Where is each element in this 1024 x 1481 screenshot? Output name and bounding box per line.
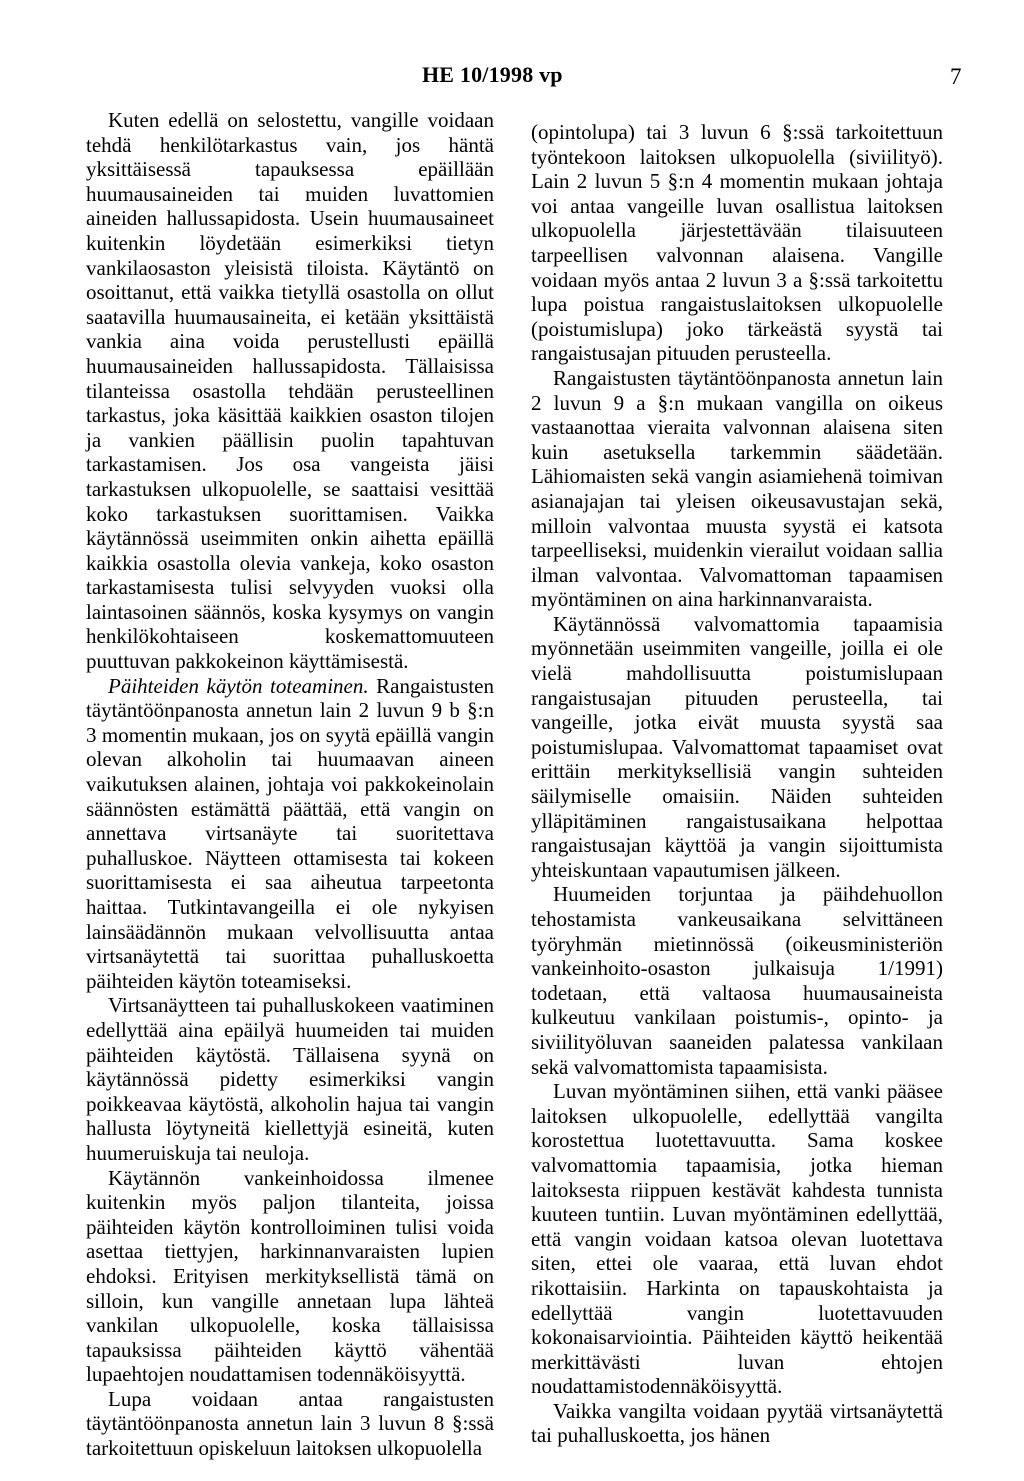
paragraph: Käytännön vankeinhoidossa ilmenee kuitenkin myös paljon tilanteita, joissa päihteiden käytön kontrolloiminen tulisi voida asettaa tiettyjen, harkinnanvaraisten lupien ehdoksi. Erityisen merkityksellistä tämä on silloin, kun vangille annetaan lupa lähteä vankilan ulkopuolelle, koska tällaisissa tapauksissa päihteiden käyttö vähentää lupaehtojen noudattamisen todennäköisyyttä.	[86, 1165, 494, 1387]
paragraph: Vaikka vangilta voidaan pyytää virtsanäytettä tai puhalluskoetta, jos hänen	[531, 1398, 943, 1448]
paragraph: (opintolupa) tai 3 luvun 6 §:ssä tarkoitettuun työntekoon laitoksen ulkopuolella (siviilityö). Lain 2 luvun 5 §:n 4 momentin mukaan johtaja voi antaa vangeille luvan osallistua laitoksen ulkopuolella järjestettävään tilaisuuteen tarpeellisen valvonnan alaisena. Vangille voidaan myös antaa 2 luvun 3 a §:ssä tarkoitettu lupa poistua rangaistuslaitoksen ulkopuolelle (poistumislupa) joko tärkeästä syystä tai rangaistusajan pituuden perusteella.	[531, 120, 943, 366]
paragraph	[86, 674, 494, 994]
section-heading-inline: Päihteiden käytön toteaminen.	[108, 673, 369, 698]
paragraph-text: Rangaistusten täytäntöönpanosta annetun lain 2 luvun 9 b §:n 3 momentin mukaan, jos on syytä epäillä vangin olevan alkoholin tai huumaavan aineen vaikutuksen alainen, johtaja voi pakkokeinolain säännösten estämättä päättää, että vangin on annettava virtsanäyte tai suoritettava puhalluskoe. Näytteen ottamisesta tai kokeen suorittamisesta ei saa aiheutua tarpeetonta haittaa. Tutkintavangeilla ei ole nykyisen lainsäädännön mukaan velvollisuutta antaa virtsanäytettä tai suorittaa puhalluskoetta päihteiden käytön toteamiseksi.	[86, 673, 494, 993]
page-header	[0, 62, 1024, 92]
paragraph: Lupa voidaan antaa rangaistusten täytäntöönpanosta annetun lain 3 luvun 8 §:ssä tarkoitettuun opiskeluun laitoksen ulkopuolella	[86, 1386, 494, 1461]
page-number: 7	[950, 64, 962, 89]
paragraph: Käytännössä valvomattomia tapaamisia myönnetään useimmiten vangeille, joilla ei ole vielä mahdollisuutta poistumislupaan rangaistusajan pituuden perusteella, tai vangeille, jotka eivät muusta syystä saa poistumislupaa. Valvomattomat tapaamiset ovat erittäin merkityksellisiä vangin suhteiden säilymiselle omaisiin. Näiden suhteiden ylläpitäminen rangaistusaikana helpottaa rangaistusajan käyttöä ja vangin sijoittumista yhteiskuntaan vapautumisen jälkeen.	[531, 611, 943, 882]
left-column	[86, 108, 494, 1461]
paragraph: Kuten edellä on selostettu, vangille voidaan tehdä henkilötarkastus vain, jos häntä yksittäisessä tapauksessa epäillään huumausaineiden tai muiden luvattomien aineiden hallussapidosta. Usein huumausaineet kuitenkin löydetään esimerkiksi tietyn vankilaosaston yleisistä tiloista. Käytäntö on osoittanut, että vaikka tietyllä osastolla on ollut saatavilla huumausaineita, ei ketään yksittäistä vankia aina voida perustellusti epäillä huumausaineiden hallussapidosta. Tällaisissa tilanteissa osastolla tehdään perusteellinen tarkastus, joka käsittää kaikkien osaston tilojen ja vankien päällisin puolin tapahtuvan tarkastamisen. Jos osa vangeista jäisi tarkastuksen ulkopuolelle, se saattaisi vesittää koko tarkastuksen suorittamisen. Vaikka käytännössä useimmiten onkin aihetta epäillä kaikkia osastolla olevia vankeja, koko osaston tarkastamisesta tulisi selvyyden vuoksi olla laintasoinen säännös, koska kysymys on vangin henkilökohtaiseen koskemattomuuteen puuttuvan pakkokeinon käyttämisestä.	[86, 108, 494, 674]
right-column	[531, 120, 943, 1448]
paragraph: Huumeiden torjuntaa ja päihdehuollon tehostamista vankeusaikana selvittäneen työryhmän mietinnössä (oikeusministeriön vankeinhoito-osaston julkaisuja 1/1991) todetaan, että valtaosa huumausaineista kulkeutuu vankilaan poistumis-, opinto- ja siviilityöluvan saaneiden palatessa vankilaan sekä valvomattomista tapaamisista.	[531, 882, 943, 1079]
paragraph: Rangaistusten täytäntöönpanosta annetun lain 2 luvun 9 a §:n mukaan vangilla on oikeus vastaanottaa vieraita valvonnan alaisena siten kuin asetuksella tarkemmin säädetään. Lähiomaisten sekä vangin asiamiehenä toimivan asianajajan tai yleisen oikeusavustajan sekä, milloin valvontaa muusta syystä ei katsota tarpeelliseksi, muidenkin vierailut voidaan sallia ilman valvontaa. Valvomattoman tapaamisen myöntäminen on aina harkinnanvaraista.	[531, 365, 943, 612]
paragraph: Luvan myöntäminen siihen, että vanki pääsee laitoksen ulkopuolelle, edellyttää vangilta korostettua luotettavuutta. Sama koskee valvomattomia tapaamisia, jotka hieman laitoksesta riippuen kestävät kahdesta tunnista kuuteen tuntiin. Luvan myöntäminen edellyttää, että vangin voidaan katsoa olevan luotettava siten, ettei ole vaaraa, että luvan ehdot rikottaisiin. Harkinta on tapauskohtaista ja edellyttää vangin luotettavuuden kokonaisarviointia. Päihteiden käyttö heikentää merkittävästi luvan ehtojen noudattamistodennäköisyyttä.	[531, 1079, 943, 1399]
paragraph: Virtsanäytteen tai puhalluskokeen vaatiminen edellyttää aina epäilyä huumeiden tai muiden päihteiden käytöstä. Tällaisena syynä on käytännössä pidetty esimerkiksi vangin poikkeavaa käytöstä, alkoholin hajua tai vangin hallusta löytyneitä kiellettyjä esineitä, kuten huumeruiskuja tai neuloja.	[86, 993, 494, 1165]
document-id: HE 10/1998 vp	[422, 62, 563, 87]
